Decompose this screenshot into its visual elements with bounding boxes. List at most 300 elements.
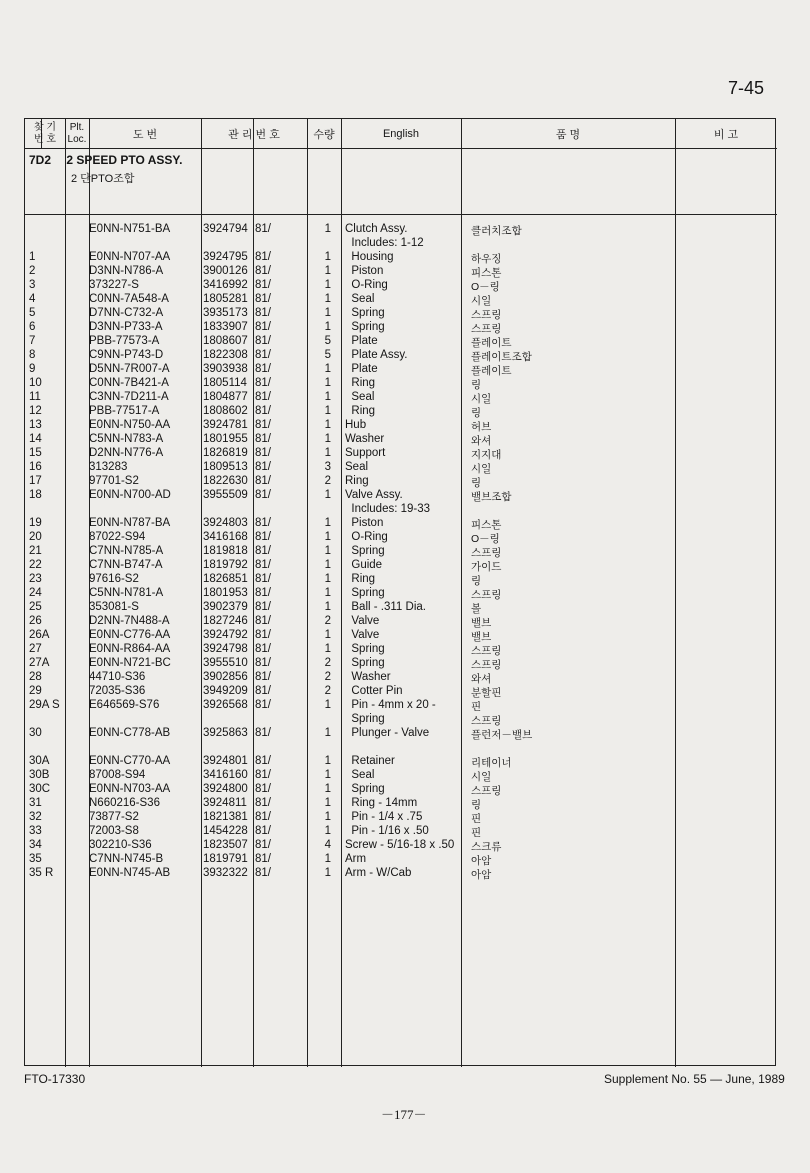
management-code: 1804877 [203, 391, 248, 403]
quantity: 1 [324, 279, 331, 291]
ref-number: 30 [29, 727, 42, 739]
revision: 81/ [255, 671, 271, 683]
english-description: Pin - 4mm x 20 - [345, 699, 436, 711]
english-description: Spring [345, 643, 385, 655]
management-code: 3416160 [203, 769, 248, 781]
quantity: 3 [324, 461, 331, 473]
part-number: C5NN-N781-A [89, 587, 164, 599]
korean-description: 스프링 [471, 645, 502, 657]
ref-number: 32 [29, 811, 42, 823]
management-code: 3932322 [203, 867, 248, 879]
revision: 81/ [255, 601, 271, 613]
ref-number: 3 [29, 279, 36, 291]
english-description: Ring [345, 377, 376, 389]
revision: 81/ [255, 405, 271, 417]
part-number: 97701-S2 [89, 475, 139, 487]
korean-description: 스프링 [471, 309, 502, 321]
section-heading [29, 153, 182, 167]
part-number: D3NN-P733-A [89, 321, 163, 333]
management-code: 3924811 [203, 797, 247, 809]
quantity: 1 [324, 629, 331, 641]
part-number: 72035-S36 [89, 685, 146, 697]
management-code: 3925863 [203, 727, 248, 739]
korean-description: 스프링 [471, 323, 502, 335]
english-description: Pin - 1/16 x .50 [345, 825, 429, 837]
english-description: Plate [345, 335, 378, 347]
revision: 81/ [255, 335, 271, 347]
part-number: E646569-S76 [89, 699, 160, 711]
english-description: Spring [345, 545, 385, 557]
part-number: C3NN-7D211-A [89, 391, 169, 403]
management-code: 1819818 [203, 545, 248, 557]
revision: 81/ [255, 853, 271, 865]
revision: 81/ [255, 531, 271, 543]
part-number: 87022-S94 [89, 531, 146, 543]
quantity: 1 [324, 531, 331, 543]
ref-number: 31 [29, 797, 42, 809]
footer-form-number: FTO-17330 [24, 1072, 86, 1086]
revision: 81/ [255, 349, 271, 361]
english-description: Ring - 14mm [345, 797, 418, 809]
revision: 81/ [255, 545, 271, 557]
management-code: 3924781 [203, 419, 248, 431]
management-code: 3926568 [203, 699, 248, 711]
english-description: Washer [345, 433, 385, 445]
part-number: C0NN-7A548-A [89, 293, 169, 305]
part-number: D3NN-N786-A [89, 265, 164, 277]
revision: 81/ [255, 433, 271, 445]
revision: 81/ [255, 321, 271, 333]
quantity: 1 [324, 377, 331, 389]
korean-description: 아암 [471, 855, 492, 867]
english-description: Valve [345, 615, 380, 627]
management-code: 1823507 [203, 839, 248, 851]
korean-description: 와셔 [471, 435, 492, 447]
ref-number: 26 [29, 615, 42, 627]
english-description: Valve Assy. [345, 489, 403, 501]
korean-description: 핀 [471, 827, 482, 839]
part-number: PBB-77517-A [89, 405, 160, 417]
part-number: D2NN-7N488-A [89, 615, 170, 627]
header-ref [25, 119, 65, 148]
korean-description: 스프링 [471, 785, 502, 797]
quantity: 1 [324, 265, 331, 277]
quantity: 1 [324, 545, 331, 557]
korean-description: O－링 [471, 533, 500, 545]
quantity: 2 [324, 685, 331, 697]
english-description: O-Ring [345, 279, 388, 291]
english-description: Clutch Assy. [345, 223, 408, 235]
quantity: 1 [324, 783, 331, 795]
ref-number: 13 [29, 419, 42, 431]
management-code: 3900126 [203, 265, 248, 277]
quantity: 1 [324, 293, 331, 305]
korean-description: 시일 [471, 463, 492, 475]
korean-description: 시일 [471, 771, 492, 783]
ref-number: 35 R [29, 867, 54, 879]
ref-number: 18 [29, 489, 42, 501]
revision: 81/ [255, 489, 271, 501]
ref-number: 26A [29, 629, 50, 641]
management-code: 3416992 [203, 279, 248, 291]
english-description: Spring [345, 713, 385, 725]
quantity: 1 [324, 601, 331, 613]
management-code: 3416168 [203, 531, 248, 543]
revision: 81/ [255, 391, 271, 403]
part-number: E0NN-N703-AA [89, 783, 171, 795]
revision: 81/ [255, 279, 271, 291]
part-number: 97616-S2 [89, 573, 139, 585]
english-description: Includes: 19-33 [345, 503, 431, 515]
english-description: Guide [345, 559, 383, 571]
quantity: 1 [324, 853, 331, 865]
revision: 81/ [255, 825, 271, 837]
part-number: E0NN-N707-AA [89, 251, 171, 263]
part-number: 353081-S [89, 601, 139, 613]
ref-number: 27 [29, 643, 42, 655]
quantity: 1 [324, 797, 331, 809]
revision: 81/ [255, 769, 271, 781]
ref-number: 7 [29, 335, 36, 347]
ref-number: 34 [29, 839, 42, 851]
korean-description: 스프링 [471, 715, 502, 727]
quantity: 1 [324, 223, 331, 235]
part-number: D2NN-N776-A [89, 447, 164, 459]
management-code: 1826819 [203, 447, 248, 459]
part-number: 373227-S [89, 279, 139, 291]
management-code: 3902856 [203, 671, 248, 683]
section-divider [25, 214, 777, 215]
korean-description: 피스톤 [471, 519, 502, 531]
ref-number: 23 [29, 573, 42, 585]
management-code: 3955510 [203, 657, 248, 669]
english-description: Plunger - Valve [345, 727, 430, 739]
quantity: 1 [324, 643, 331, 655]
ref-number: 33 [29, 825, 42, 837]
ref-number: 24 [29, 587, 42, 599]
english-description: Seal [345, 391, 375, 403]
management-code: 3924798 [203, 643, 248, 655]
english-description: Arm - W/Cab [345, 867, 412, 879]
quantity: 1 [324, 699, 331, 711]
revision: 81/ [255, 307, 271, 319]
management-code: 1808607 [203, 335, 248, 347]
part-number: C0NN-7B421-A [89, 377, 169, 389]
ref-number: 21 [29, 545, 42, 557]
revision: 81/ [255, 629, 271, 641]
korean-description: 링 [471, 575, 482, 587]
english-description: Seal [345, 461, 369, 473]
korean-description: 스프링 [471, 547, 502, 559]
english-description: Spring [345, 657, 385, 669]
quantity: 1 [324, 573, 331, 585]
quantity: 1 [324, 559, 331, 571]
part-number: 44710-S36 [89, 671, 146, 683]
english-description: Cotter Pin [345, 685, 403, 697]
revision: 81/ [255, 699, 271, 711]
ref-number: 9 [29, 363, 36, 375]
revision: 81/ [255, 265, 271, 277]
management-code: 3902379 [203, 601, 248, 613]
revision: 81/ [255, 363, 271, 375]
header-english: English [382, 127, 420, 140]
management-code: 1801953 [203, 587, 248, 599]
part-number: E0NN-N750-AA [89, 419, 171, 431]
management-code: 1826851 [203, 573, 248, 585]
management-code: 1801955 [203, 433, 248, 445]
korean-description: 와셔 [471, 673, 492, 685]
revision: 81/ [255, 419, 271, 431]
management-code: 3955509 [203, 489, 248, 501]
management-code: 3924794 [203, 223, 248, 235]
english-description: Plate [345, 363, 378, 375]
revision: 81/ [255, 559, 271, 571]
korean-description: 스크류 [471, 841, 502, 853]
revision: 81/ [255, 447, 271, 459]
english-description: Piston [345, 265, 384, 277]
korean-description: 분할핀 [471, 687, 502, 699]
part-number: C7NN-N785-A [89, 545, 164, 557]
management-code: 1827246 [203, 615, 248, 627]
quantity: 1 [324, 489, 331, 501]
ref-number: 29A S [29, 699, 60, 711]
korean-description: 스프링 [471, 659, 502, 671]
revision: 81/ [255, 251, 271, 263]
column-divider [65, 119, 66, 1067]
management-code: 3924801 [203, 755, 248, 767]
english-description: Washer [345, 671, 391, 683]
quantity: 5 [324, 349, 331, 361]
english-description: Ball - .311 Dia. [345, 601, 426, 613]
management-code: 3924795 [203, 251, 248, 263]
header-quantity: 수량 [313, 128, 335, 141]
english-description: Valve [345, 629, 380, 641]
korean-description: 밸브 [471, 617, 492, 629]
english-description: Housing [345, 251, 394, 263]
english-description: Retainer [345, 755, 395, 767]
header-management-number: 관 리 번 호 [228, 128, 280, 141]
part-number: 313283 [89, 461, 128, 473]
management-code: 1809513 [203, 461, 248, 473]
korean-description: 피스톤 [471, 267, 502, 279]
header-loc-line1: Plt. [69, 121, 85, 133]
footer-supplement: Supplement No. 55 — June, 1989 [604, 1072, 785, 1086]
management-code: 1819792 [203, 559, 248, 571]
revision: 81/ [255, 517, 271, 529]
quantity: 1 [324, 587, 331, 599]
quantity: 2 [324, 615, 331, 627]
management-code: 1822630 [203, 475, 248, 487]
management-code: 3903938 [203, 363, 248, 375]
part-number: C9NN-P743-D [89, 349, 164, 361]
header-ref-line1: 찾 기 [33, 121, 57, 133]
parts-table [24, 118, 776, 1066]
korean-description: 플레이트조합 [471, 351, 532, 363]
header-loc [65, 119, 89, 148]
column-divider [341, 119, 342, 1067]
quantity: 1 [324, 755, 331, 767]
revision: 81/ [255, 475, 271, 487]
revision: 81/ [255, 461, 271, 473]
section-subtitle: 2 단PTO조합 [71, 173, 135, 185]
quantity: 1 [324, 517, 331, 529]
revision: 81/ [255, 573, 271, 585]
ref-number: 12 [29, 405, 42, 417]
management-code: 1805281 [203, 293, 248, 305]
english-description: Piston [345, 517, 384, 529]
ref-number: 30A [29, 755, 50, 767]
quantity: 1 [324, 321, 331, 333]
part-number: 73877-S2 [89, 811, 139, 823]
management-code: 3924803 [203, 517, 248, 529]
part-number: C7NN-B747-A [89, 559, 163, 571]
part-number: E0NN-R864-AA [89, 643, 171, 655]
quantity: 2 [324, 671, 331, 683]
footer-page-number: －177－ [381, 1107, 427, 1122]
quantity: 1 [324, 391, 331, 403]
ref-number: 10 [29, 377, 42, 389]
korean-description: O－링 [471, 281, 500, 293]
header-korean: 품 명 [555, 128, 581, 141]
quantity: 1 [324, 433, 331, 445]
page-number: 7-45 [728, 78, 765, 98]
ref-number: 8 [29, 349, 36, 361]
revision: 81/ [255, 839, 271, 851]
korean-description: 밸브조합 [471, 491, 512, 503]
ref-number: 20 [29, 531, 42, 543]
korean-description: 핀 [471, 813, 482, 825]
quantity: 1 [324, 811, 331, 823]
management-code: 1805114 [203, 377, 247, 389]
management-code: 1821381 [203, 811, 248, 823]
korean-description: 링 [471, 407, 482, 419]
header-drawing: 도 번 [132, 128, 158, 141]
ref-number: 27A [29, 657, 50, 669]
column-divider [253, 119, 254, 1067]
part-number: E0NN-N721-BC [89, 657, 171, 669]
korean-description: 핀 [471, 701, 482, 713]
revision: 81/ [255, 657, 271, 669]
english-description: Hub [345, 419, 367, 431]
quantity: 1 [324, 769, 331, 781]
quantity: 2 [324, 657, 331, 669]
header-divider [25, 148, 777, 149]
management-code: 1454228 [203, 825, 248, 837]
korean-description: 클러치조합 [471, 225, 522, 237]
header-notes: 비 고 [713, 128, 739, 141]
ref-number: 11 [29, 391, 41, 403]
english-description: Ring [345, 573, 376, 585]
part-number: N660216-S36 [89, 797, 160, 809]
header-ref-line2: 번 호 [33, 133, 57, 145]
ref-number: 14 [29, 433, 42, 445]
english-description: Spring [345, 783, 385, 795]
revision: 81/ [255, 783, 271, 795]
english-description: Spring [345, 587, 385, 599]
quantity: 1 [324, 363, 331, 375]
revision: 81/ [255, 811, 271, 823]
part-number: C7NN-N745-B [89, 853, 164, 865]
revision: 81/ [255, 685, 271, 697]
ref-number: 1 [29, 251, 36, 263]
quantity: 2 [324, 475, 331, 487]
korean-description: 볼 [471, 603, 482, 615]
ref-number: 2 [29, 265, 36, 277]
korean-description: 시일 [471, 393, 492, 405]
column-divider [201, 119, 202, 1067]
management-code: 1833907 [203, 321, 248, 333]
korean-description: 플레이트 [471, 365, 512, 377]
ref-number: 25 [29, 601, 42, 613]
korean-description: 허브 [471, 421, 492, 433]
english-description: O-Ring [345, 531, 388, 543]
korean-description: 밸브 [471, 631, 492, 643]
section-title: 2 SPEED PTO ASSY. [66, 153, 183, 167]
part-number: E0NN-C776-AA [89, 629, 171, 641]
korean-description: 플런저－밸브 [471, 729, 533, 741]
management-code: 3949209 [203, 685, 248, 697]
management-code: 3935173 [203, 307, 248, 319]
part-number: D7NN-C732-A [89, 307, 164, 319]
management-code: 1822308 [203, 349, 248, 361]
revision: 81/ [255, 293, 271, 305]
ref-number: 16 [29, 461, 42, 473]
english-description: Arm [345, 853, 367, 865]
korean-description: 링 [471, 379, 482, 391]
revision: 81/ [255, 797, 271, 809]
english-description: Spring [345, 321, 385, 333]
part-number: D5NN-7R007-A [89, 363, 170, 375]
quantity: 1 [324, 727, 331, 739]
ref-number: 5 [29, 307, 36, 319]
management-code: 3924800 [203, 783, 248, 795]
revision: 81/ [255, 867, 271, 879]
korean-description: 지지대 [471, 449, 502, 461]
management-code: 1819791 [203, 853, 248, 865]
korean-description: 링 [471, 799, 482, 811]
ref-number: 30C [29, 783, 51, 795]
english-description: Spring [345, 307, 385, 319]
korean-description: 플레이트 [471, 337, 512, 349]
ref-number: 4 [29, 293, 36, 305]
part-number: E0NN-N700-AD [89, 489, 171, 501]
revision: 81/ [255, 727, 271, 739]
revision: 81/ [255, 377, 271, 389]
english-description: Includes: 1-12 [345, 237, 424, 249]
column-divider [461, 119, 462, 1067]
quantity: 1 [324, 419, 331, 431]
english-description: Ring [345, 405, 376, 417]
column-divider [675, 119, 676, 1067]
part-number: E0NN-N745-AB [89, 867, 171, 879]
ref-number: 17 [29, 475, 42, 487]
revision: 81/ [255, 755, 271, 767]
ref-number: 19 [29, 517, 42, 529]
quantity: 4 [324, 839, 331, 851]
korean-description: 링 [471, 477, 482, 489]
quantity: 1 [324, 307, 331, 319]
quantity: 1 [324, 447, 331, 459]
english-description: Ring [345, 475, 369, 487]
korean-description: 가이드 [471, 561, 502, 573]
part-number: 72003-S8 [89, 825, 139, 837]
part-number: C5NN-N783-A [89, 433, 164, 445]
part-number: E0NN-N751-BA [89, 223, 171, 235]
english-description: Pin - 1/4 x .75 [345, 811, 423, 823]
korean-description: 스프링 [471, 589, 502, 601]
english-description: Screw - 5/16-18 x .50 [345, 839, 455, 851]
quantity: 1 [324, 867, 331, 879]
